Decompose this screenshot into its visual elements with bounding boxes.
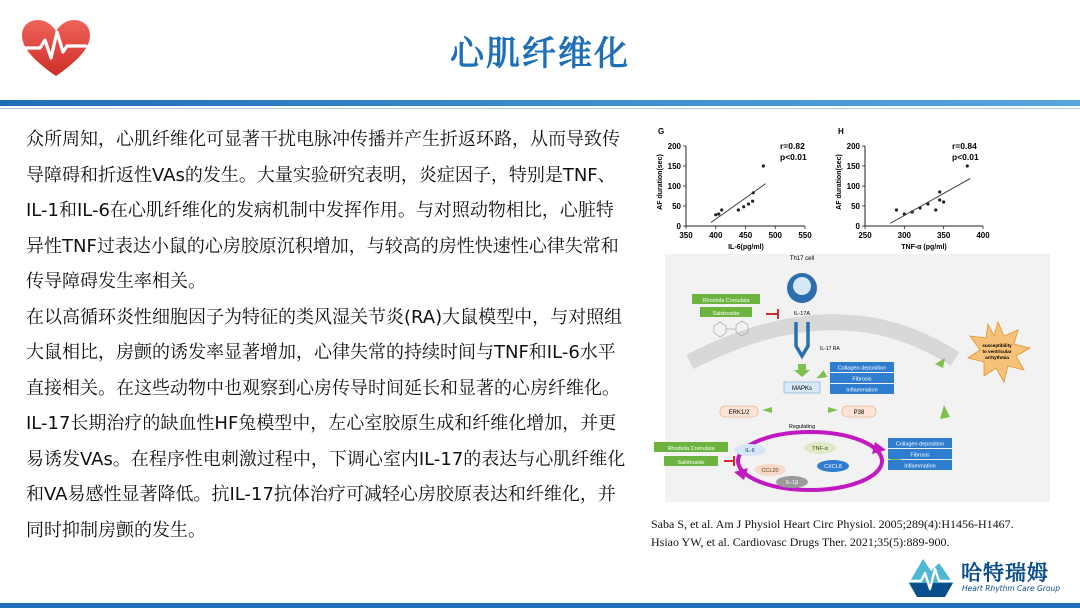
h-data-point bbox=[942, 200, 945, 203]
p38-label: P38 bbox=[853, 410, 865, 416]
g-xtick-label: 450 bbox=[738, 231, 753, 240]
il17ra-label: IL-17 RA bbox=[820, 346, 840, 352]
il17a-label: IL-17A bbox=[793, 311, 811, 317]
g-fit-line bbox=[711, 184, 766, 223]
panel-g-xlabel: IL-6(pg/ml) bbox=[728, 244, 764, 251]
cytokine-label: IL-6 bbox=[745, 448, 755, 454]
panel-h-p: p<0.01 bbox=[952, 152, 979, 162]
salidroside-top: Salidroside bbox=[712, 311, 740, 317]
h-data-point bbox=[938, 198, 941, 201]
header-divider bbox=[0, 100, 1080, 106]
header-divider-thin bbox=[0, 108, 1080, 109]
burst-line-1: susceptibility bbox=[982, 343, 1012, 348]
paragraph-2: 在以高循环炎性细胞因子为特征的类风湿关节炎(RA)大鼠模型中，与对照组大鼠相比，房颤的诱发率显著增加，心律失常的持续时间与TNF和IL-6水平直接相关。在这些动物中也观察到心房传导时间延长和显著的心房纤维化。 bbox=[26, 306, 623, 399]
regulating-label: Regulating bbox=[788, 424, 816, 430]
g-data-point bbox=[762, 164, 765, 167]
panel-g-ylabel: AF duration(sec) bbox=[657, 154, 664, 210]
h-xtick-label: 300 bbox=[897, 231, 912, 240]
g-ytick-label: 100 bbox=[667, 182, 681, 191]
references bbox=[651, 515, 1071, 551]
box-bottom-label: Fibrosis bbox=[910, 452, 930, 459]
salidroside-bottom: Salidroside bbox=[677, 460, 705, 466]
g-data-point bbox=[747, 202, 750, 205]
h-xtick-label: 350 bbox=[936, 231, 951, 240]
panel-h-r: r=0.84 bbox=[952, 141, 977, 151]
h-xtick-label: 250 bbox=[858, 231, 872, 240]
rhodiola-top: Rhodiola Crenulata bbox=[702, 298, 750, 304]
g-data-point bbox=[717, 212, 720, 215]
reference-1: Saba S, et al. Am J Physiol Heart Circ Physiol. 2005;289(4):H1456-H1467. bbox=[651, 517, 1014, 531]
h-ytick-label: 200 bbox=[846, 142, 860, 151]
panel-h-ylabel: AF duration(sec) bbox=[836, 154, 843, 210]
h-fit-line bbox=[890, 178, 970, 223]
box-top-label: Fibrosis bbox=[852, 376, 872, 383]
brand-mark-icon bbox=[905, 553, 957, 601]
scatter-panel-h bbox=[836, 127, 990, 251]
brand-logo bbox=[905, 553, 1075, 603]
cytokine-label: TNF-α bbox=[812, 446, 828, 452]
g-xtick-label: 400 bbox=[709, 231, 723, 240]
h-data-point bbox=[895, 208, 898, 211]
rhodiola-bottom: Rhodiola Crenulata bbox=[667, 446, 715, 452]
h-data-point bbox=[966, 164, 969, 167]
g-data-point bbox=[720, 208, 723, 211]
panel-g-p: p<0.01 bbox=[780, 152, 807, 162]
panel-g-r: r=0.82 bbox=[780, 141, 805, 151]
page-title: 心肌纤维化 bbox=[450, 34, 630, 74]
h-ytick-label: 50 bbox=[851, 202, 860, 211]
paragraph-3: IL-17长期治疗的缺血性HF兔模型中，左心室胶原生成和纤维化增加，并更易诱发VAs。在程序性电刺激过程中，下调心室内IL-17的表达与心肌纤维化和VA易感性显著降低。抗IL-17抗体治疗可减轻心房胶原表达和纤维化，并同时抑制房颤的发生。 bbox=[26, 413, 626, 541]
body-text bbox=[26, 122, 626, 548]
g-data-point bbox=[742, 205, 745, 208]
cytokine-label: CCL20 bbox=[761, 468, 779, 474]
h-ytick-label: 0 bbox=[855, 222, 860, 231]
research-figure bbox=[650, 124, 1060, 504]
erk-label: ERK1/2 bbox=[728, 410, 750, 416]
pathway-diagram bbox=[654, 254, 1050, 502]
h-data-point bbox=[934, 208, 937, 211]
g-ytick-label: 200 bbox=[667, 142, 681, 151]
g-xtick-label: 350 bbox=[679, 231, 693, 240]
burst-line-3: arrhythmia bbox=[985, 355, 1009, 360]
brand-subtitle: Heart Rhythm Care Group bbox=[962, 584, 1060, 593]
h-data-point bbox=[938, 190, 941, 193]
g-xtick-label: 550 bbox=[798, 231, 812, 240]
box-bottom-label: Inflammation bbox=[904, 463, 936, 470]
panel-letter-h: H bbox=[838, 127, 844, 136]
panel-letter-g: G bbox=[658, 127, 665, 136]
box-top-label: Collagen deposition bbox=[837, 365, 887, 372]
h-ytick-label: 150 bbox=[846, 162, 860, 171]
footer-divider bbox=[0, 603, 1080, 608]
g-data-point bbox=[751, 200, 754, 203]
g-data-point bbox=[737, 208, 740, 211]
cytokine-label: IL-1β bbox=[785, 480, 799, 486]
g-data-point bbox=[714, 213, 717, 216]
brand-name: 哈特瑞姆 bbox=[961, 561, 1049, 585]
burst-line-2: to ventricular bbox=[982, 349, 1012, 354]
box-bottom-label: Collagen deposition bbox=[895, 441, 945, 448]
h-xtick-label: 400 bbox=[976, 231, 990, 240]
panel-h-xlabel: TNF-α (pg/ml) bbox=[901, 244, 947, 251]
g-xtick-label: 500 bbox=[768, 231, 782, 240]
g-ytick-label: 0 bbox=[676, 222, 681, 231]
g-ytick-label: 50 bbox=[672, 202, 681, 211]
h-ytick-label: 100 bbox=[846, 182, 860, 191]
scatter-panel-g bbox=[657, 127, 812, 251]
th17-label: Th17 cell bbox=[789, 256, 815, 262]
mapks-label: MAPKs bbox=[791, 386, 813, 392]
reference-2: Hsiao YW, et al. Cardiovasc Drugs Ther. 2021;35(5):889-900. bbox=[651, 535, 950, 549]
paragraph-1: 众所周知，心肌纤维化可显著干扰电脉冲传播并产生折返环路，从而导致传导障碍和折返性VAs的发生。大量实验研究表明，炎症因子，特别是TNF、IL-1和IL-6在心肌纤维化的发病机制中发挥作用。与对照动物相比，心脏特异性TNF过表达小鼠的心房胶原沉积增加，与较高的房性快速性心律失常和传导障碍发生率相关。 bbox=[26, 129, 620, 292]
g-ytick-label: 150 bbox=[667, 162, 681, 171]
cytokine-label: CXCL8 bbox=[824, 464, 842, 470]
box-top-label: Inflammation bbox=[846, 387, 878, 394]
